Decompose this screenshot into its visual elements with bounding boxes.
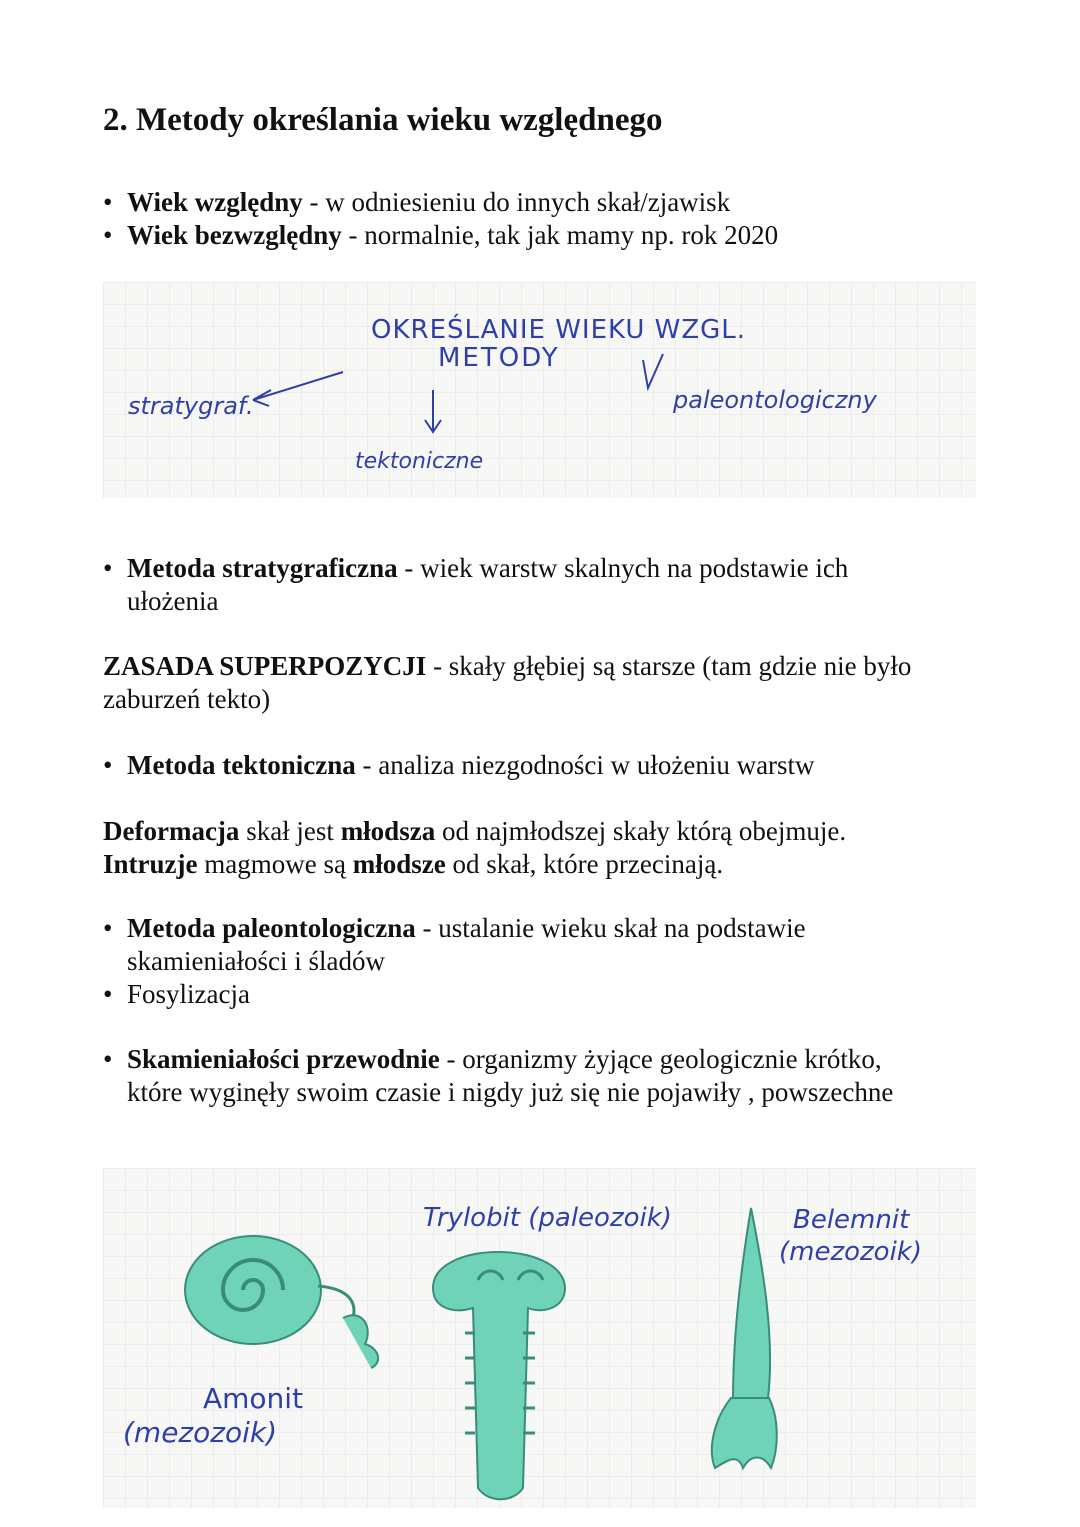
methods-sketch	[103, 282, 976, 498]
text: skał jest	[239, 816, 341, 846]
definition: - organizmy żyjące geologicznie krótko,	[439, 1044, 882, 1074]
text: od skał, które przecinają.	[445, 849, 724, 879]
definition-continued: ułożenia	[127, 586, 219, 616]
belemnite-era: (mezozoik)	[779, 1237, 922, 1267]
deformation-paragraph	[103, 815, 846, 881]
term: Wiek bezwzględny	[127, 220, 342, 250]
belemnite-label: Belemnit	[793, 1205, 910, 1235]
term-deformacja: Deformacja	[103, 816, 240, 846]
bullet-stratigraphic	[103, 552, 848, 618]
definition: - normalnie, tak jak mamy np. rok 2020	[341, 220, 779, 250]
fossils-sketch	[103, 1168, 976, 1508]
bullet-fossilization	[103, 978, 250, 1011]
definition: - w odniesieniu do innych skał/zjawisk	[302, 187, 731, 217]
term-mlodsze: młodsze	[352, 849, 446, 879]
bullet-tectonic	[103, 749, 815, 782]
definition: - ustalanie wieku skał na podstawie	[415, 913, 806, 943]
ammonite-label: Amonit	[203, 1382, 304, 1415]
definition: - wiek warstw skalnych na podstawie ich	[397, 553, 849, 583]
term-mlodsza: młodsza	[340, 816, 436, 846]
term: Wiek względny	[127, 187, 303, 217]
sketch-down-label: tektoniczne	[355, 449, 484, 474]
term: Metoda paleontologiczna	[127, 913, 416, 943]
ammonite-drawing	[185, 1236, 378, 1368]
definition: - skały głębiej są starsze (tam gdzie nie było	[426, 651, 912, 681]
definition-continued: zaburzeń tekto)	[103, 684, 271, 714]
sketch-title: OKREŚLANIE WIEKU WZGL.	[371, 315, 747, 345]
text: Fosylizacja	[127, 979, 250, 1009]
definition: - analiza niezgodności w ułożeniu warstw	[355, 750, 815, 780]
sketch-left-label: stratygraf.	[128, 392, 254, 420]
definition-continued: skamieniałości i śladów	[127, 946, 385, 976]
trilobite-drawing	[433, 1252, 565, 1499]
bullet-paleontological	[103, 912, 806, 978]
bullet-relative-age	[103, 186, 730, 219]
term: ZASADA SUPERPOZYCJI	[103, 651, 427, 681]
ammonite-era: (mezozoik)	[123, 1416, 277, 1449]
trilobite-label: Trylobit (paleozoik)	[423, 1203, 672, 1233]
check-arrow-icon	[643, 354, 663, 388]
arrow-left-icon	[253, 372, 343, 406]
term: Metoda stratygraficzna	[127, 553, 398, 583]
sketch-right-label: paleontologiczny	[673, 386, 877, 414]
text: od najmłodszej skały którą obejmuje.	[435, 816, 847, 846]
term: Skamieniałości przewodnie	[127, 1044, 440, 1074]
page-title: 2. Metody określania wieku względnego	[103, 102, 663, 138]
text: magmowe są	[197, 849, 353, 879]
sketch-subtitle: METODY	[438, 343, 560, 373]
term: Metoda tektoniczna	[127, 750, 356, 780]
bullet-index-fossils	[103, 1043, 893, 1109]
definition-continued: które wyginęły swoim czasie i nigdy już się nie pojawiły , powszechne	[127, 1077, 894, 1107]
arrow-down-icon	[425, 390, 441, 432]
superposition-rule	[103, 650, 911, 716]
term-intruzje: Intruzje	[103, 849, 198, 879]
bullet-absolute-age	[103, 219, 778, 252]
belemnite-drawing	[712, 1208, 777, 1468]
